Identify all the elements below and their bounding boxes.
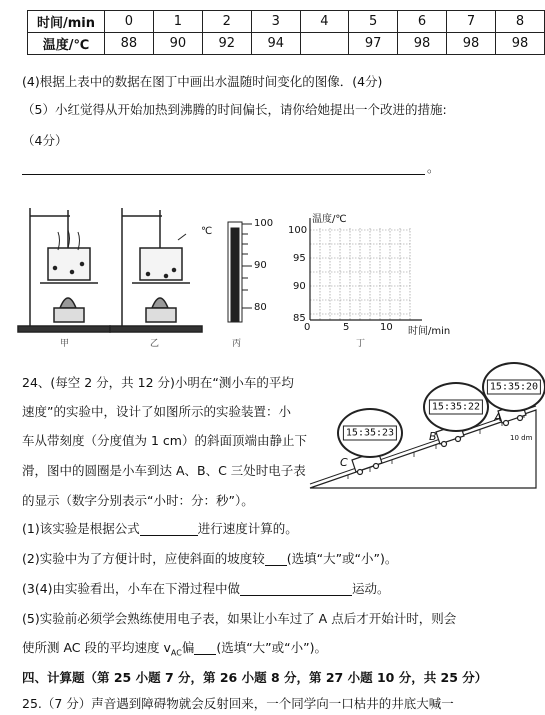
thermo-tick: 90	[254, 260, 267, 271]
temp-row	[28, 33, 545, 55]
apparatus-jia	[18, 208, 110, 332]
question-5-score: （4分）	[22, 133, 68, 148]
label-c: C	[340, 456, 348, 469]
figure-label-jia: 甲	[60, 339, 70, 349]
time-cell: 2	[202, 11, 251, 33]
time-cell: 0	[104, 11, 153, 33]
graph-xtick: 10	[380, 322, 393, 333]
question-5: （5）小红觉得从开始加热到沸腾的时间偏长，请你给她提出一个改进的措施:	[22, 102, 447, 117]
q24-sub2: (2)实验中为了方便计时，应使斜面的坡度较 (选填“大”或“小”)。	[22, 551, 398, 566]
time-cell: 7	[447, 11, 496, 33]
data-table	[27, 10, 545, 55]
section4-title: 四、计算题（第 25 小题 7 分，第 26 小题 8 分，第 27 小题 10 分，共 25 分）	[22, 670, 488, 685]
temp-cell: 90	[153, 33, 202, 55]
time-cell: 1	[153, 11, 202, 33]
temp-cell: 92	[202, 33, 251, 55]
time-header: 时间/min	[28, 11, 105, 33]
time-cell: 3	[251, 11, 300, 33]
clock-b: 15:35:22	[423, 382, 489, 432]
answer-blank-q5[interactable]	[22, 160, 425, 175]
graph-ytick: 100	[288, 225, 308, 236]
time-cell: 8	[495, 11, 544, 33]
graph-axes	[310, 218, 422, 320]
clock-c: 15:35:23	[337, 408, 403, 458]
label-a: A	[494, 411, 502, 424]
q5-period: 。	[427, 160, 440, 175]
graph-ylabel: 温度/℃	[312, 214, 347, 225]
temp-cell: 98	[447, 33, 496, 55]
thermo-tick: 80	[254, 302, 267, 313]
q24-intro-line: 车从带刻度（分度值为 1 cm）的斜面顶端由静止下	[22, 433, 307, 448]
answer-blank-bias[interactable]	[194, 640, 216, 655]
graph-ytick: 90	[293, 281, 306, 292]
q24-sub1: (1)该实验是根据公式 进行速度计算的。	[22, 521, 298, 536]
clock-a: 15:35:20	[482, 362, 545, 412]
graph-xtick: 5	[343, 322, 350, 333]
temp-cell-empty[interactable]	[300, 33, 348, 55]
time-row	[28, 11, 545, 33]
answer-blank-motion[interactable]	[240, 581, 352, 596]
label-b: B	[429, 430, 437, 443]
figure-label-ding: 丁	[356, 339, 366, 349]
graph-ytick: 95	[293, 253, 306, 264]
time-cell: 6	[398, 11, 447, 33]
figure-label-yi: 乙	[150, 339, 160, 349]
temp-cell: 97	[349, 33, 398, 55]
ramp-unit: 10 dm	[510, 434, 533, 442]
graph-xlabel: 时间/min	[408, 326, 451, 337]
answer-blank-formula[interactable]	[140, 521, 198, 536]
q24-sub5b: 使所测 AC 段的平均速度 $v_{AC}$偏 (选填“大”或“小”)。	[22, 640, 327, 658]
graph-ding	[310, 228, 410, 320]
thermometer-bing	[228, 222, 252, 322]
temp-cell: 94	[251, 33, 300, 55]
question-4: (4)根据上表中的数据在图丁中画出水温随时间变化的图像．(4分)	[22, 74, 383, 89]
time-cell: 4	[300, 11, 348, 33]
thermo-tick: 100	[254, 218, 274, 229]
apparatus-yi	[110, 208, 202, 332]
temp-cell: 88	[104, 33, 153, 55]
thermo-unit: ℃	[201, 226, 213, 237]
figure-label-bing: 丙	[232, 339, 242, 349]
q24-intro-line: 滑，图中的圆圈是小车到达 A、B、C 三处时电子表	[22, 463, 306, 478]
q24-sub5a: (5)实验前必须学会熟练使用电子表，如果让小车过了 A 点后才开始计时，则会	[22, 611, 457, 626]
answer-blank-slope[interactable]	[265, 551, 287, 566]
temp-cell: 98	[495, 33, 544, 55]
q24-intro-line: 速度”的实验中，设计了如图所示的实验装置：小	[22, 404, 291, 419]
q24-intro-line: 的显示（数字分别表示“小时：分：秒”）。	[22, 493, 254, 508]
q24-sub3: (3(4)由实验看出，小车在下滑过程中做 运动。	[22, 581, 390, 596]
q24-intro-line: 24、(每空 2 分，共 12 分)小明在“测小车的平均	[22, 375, 294, 390]
graph-ytick: 85	[293, 313, 306, 324]
time-cell: 5	[349, 11, 398, 33]
temp-header: 温度/℃	[28, 33, 105, 55]
temp-cell: 98	[398, 33, 447, 55]
graph-xtick: 0	[304, 322, 311, 333]
question-25: 25.（7 分）声音遇到障碍物就会反射回来，一个同学向一口枯井的井底大喊一	[22, 696, 454, 711]
